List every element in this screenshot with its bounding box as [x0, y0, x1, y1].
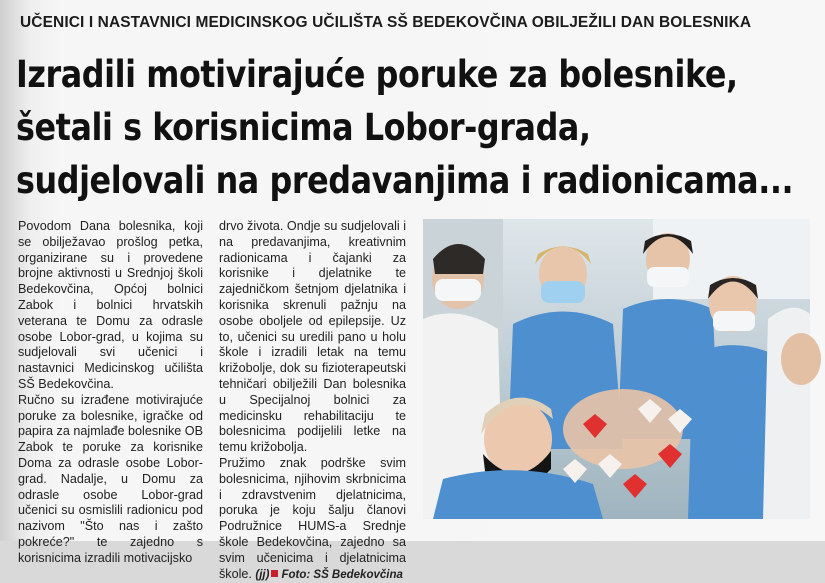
- article-headline: [16, 48, 794, 207]
- paragraph: [219, 456, 406, 583]
- article-column-2: [219, 219, 406, 583]
- photo-credit: Foto: SŠ Bedekovčina: [281, 568, 403, 581]
- red-square-icon: [271, 570, 278, 577]
- byline: [255, 569, 402, 581]
- paragraph: Povodom Dana bolesnika, koji se obilježavao prošlog petka, organizirane su i provedene brojne aktivnosti u Srednjoj školi Bedekovčina, Općoj bolnici Zabok i bolnici hrvatskih veterana te Domu za odrasle osobe Lobor-grad, u kojima su sudjelovali svi učenici i nastavnici Medicinskog učilišta SŠ Bedekovčina.: [18, 219, 203, 391]
- signature: (jj): [255, 568, 270, 581]
- headline-line-3: sudjelovali na predavanjima i radionicama...: [16, 159, 794, 202]
- paragraph-text: Pružimo znak podrške svim bolesnicima, njihovim skrbnicima i zdravstvenim djelatnicima, poruka je koju šalju članovi Podružnice HUMS-a Srednje škole Bedekovčina, zajedno sa svim učenicima i djelatnicima škole.: [219, 455, 406, 581]
- paragraph: drvo života. Ondje su sudjelovali i na predavanjima, kreativnim radionicama i čajanki za korisnike i djelatnike te zajedničkom šetnjom djelatnika i korisnika skrenuli pažnju na osobe oboljele od epilepsije. Uz to, učenici su uredili pano u holu škole i izradili letak na temu križobolje, dok su fizioterapeutski tehničari obilježili Dan bolesnika u Specijalnoj bolnici za medicinsku rehabilitaciju te bolesnicima podijelili letke na temu križobolja.: [219, 219, 406, 455]
- article-kicker: UČENICI I NASTAVNICI MEDICINSKOG UČILIŠTA SŠ BEDEKOVČINA OBILJEŽILI DAN BOLESNIKA: [20, 14, 752, 31]
- article-column-1: [18, 219, 203, 567]
- photo-illustration: [423, 219, 810, 519]
- paragraph: Ručno su izrađene motivirajuće poruke za bolesnike, igračke od papira za najmlađe bolesnike OB Zabok te poruke za korisnike Doma za odrasle osobe Lobor-grad. Nadalje, u Domu za odrasle osobe Lobor-grad učenici su osmislili radionicu pod nazivom "Što nas i zašto pokreće?" te zajedno s korisnicima izradili motivacijsko: [18, 392, 203, 565]
- headline-line-2: šetali s korisnicima Lobor-grada,: [16, 106, 591, 149]
- article-photo: [423, 219, 810, 519]
- headline-line-1: Izradili motivirajuće poruke za bolesnike,: [16, 53, 738, 96]
